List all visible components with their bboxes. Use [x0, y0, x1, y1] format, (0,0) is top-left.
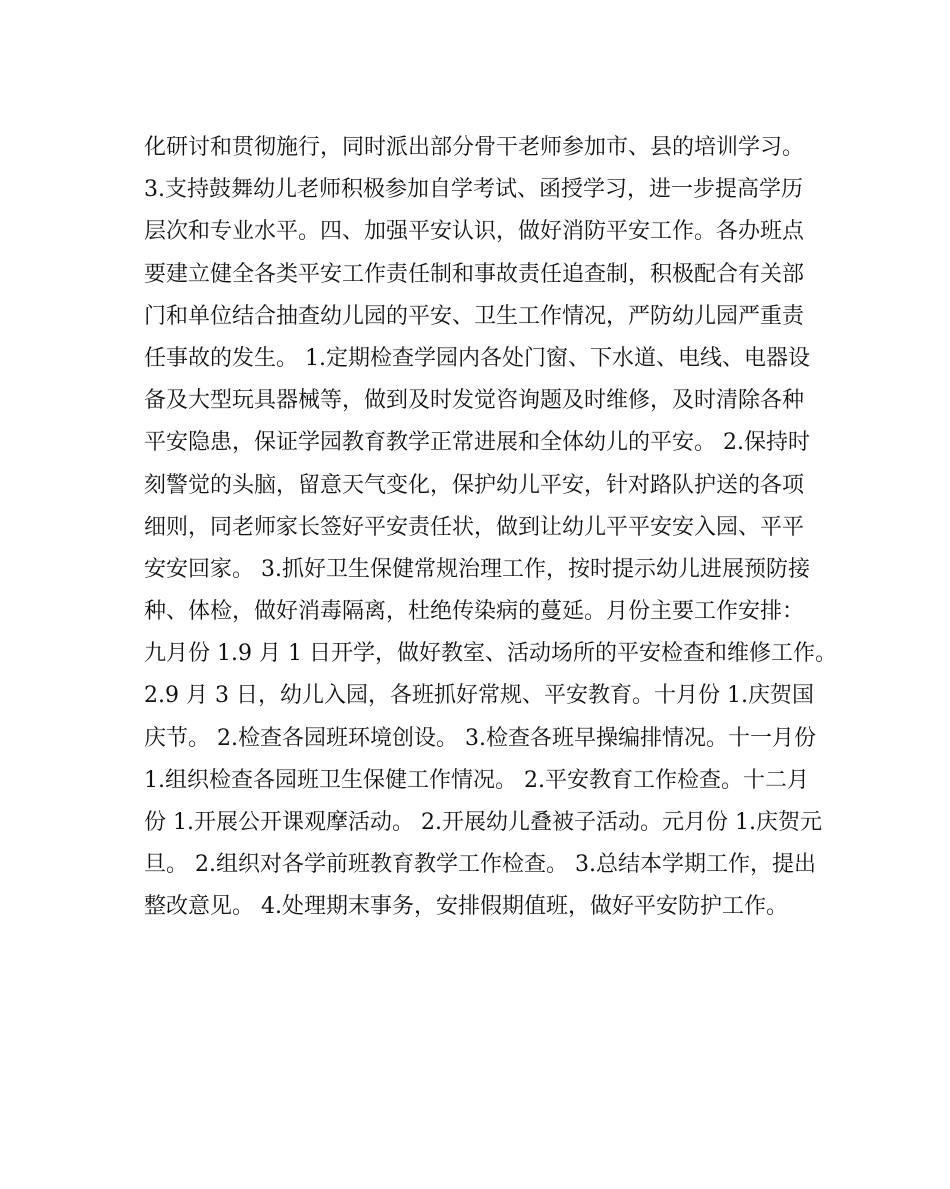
text-line: 庆节。 2.检查各园班环境创设。 3.检查各班早操编排情况。十一月份 — [144, 725, 816, 751]
text-line: 要建立健全各类平安工作责任制和事故责任追查制，积极配合有关部 — [144, 261, 805, 287]
text-line: 份 1.开展公开课观摩活动。 2.开展幼儿叠被子活动。元月份 1.庆贺元 — [144, 810, 822, 835]
text-line: 门和单位结合抽查幼儿园的平安、卫生工作情况，严防幼儿园严重责 — [144, 303, 805, 329]
text-line: 任事故的发生。 1.定期检查学园内各处门窗、下水道、电线、电器设 — [144, 345, 810, 371]
body-text — [144, 127, 844, 929]
text-line: 刻警觉的头脑，留意天气变化，保护幼儿平安，针对路队护送的各项 — [144, 472, 805, 498]
text-line: 整改意见。 4.处理期末事务，安排假期值班，做好平安防护工作。 — [144, 894, 788, 920]
text-line: 旦。 2.组织对各学前班教育教学工作检查。 3.总结本学期工作，提出 — [144, 852, 816, 878]
text-line: 平安隐患，保证学园教育教学正常进展和全体幼儿的平安。 2.保持时 — [144, 430, 810, 456]
text-line: 种、体检，做好消毒隔离，杜绝传染病的蔓延。月份主要工作安排： — [144, 599, 805, 625]
text-line: 备及大型玩具器械等，做到及时发觉咨询题及时维修，及时清除各种 — [144, 388, 805, 414]
text-line: 1.组织检查各园班卫生保健工作情况。 2.平安教育工作检查。十二月 — [144, 767, 809, 793]
text-line: 2.9 月 3 日，幼儿入园，各班抓好常规、平安教育。十月份 1.庆贺国 — [144, 683, 814, 709]
text-line: 化研讨和贯彻施行，同时派出部分骨干老师参加市、县的培训学习。 — [144, 135, 805, 160]
text-line: 安安回家。 3.抓好卫生保健常规治理工作，按时提示幼儿进展预防接 — [144, 556, 810, 582]
text-line: 九月份 1.9 月 1 日开学，做好教室、活动场所的平安检查和维修工作。 — [144, 641, 837, 667]
text-line: 3.支持鼓舞幼儿老师积极参加自学考试、函授学习，进一步提高学历 — [144, 177, 803, 203]
text-line: 细则，同老师家长签好平安责任状，做到让幼儿平平安安入园、平平 — [144, 514, 805, 540]
text-line: 层次和专业水平。四、加强平安认识，做好消防平安工作。各办班点 — [144, 219, 805, 245]
